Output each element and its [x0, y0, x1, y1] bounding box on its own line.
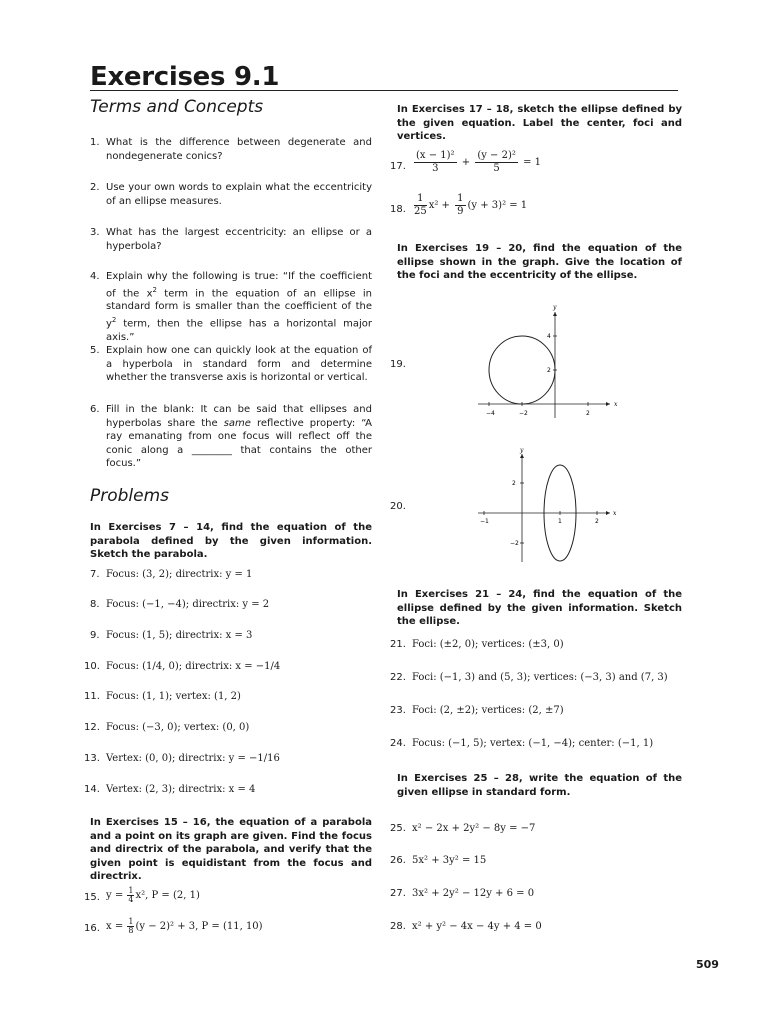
tick-label-x: 2 [595, 518, 599, 525]
instructions-15-16: In Exercises 15 – 16, the equation of a parabola and a point on its graph are given. Find the focus and directrix of the parabola, and verify that the given point is equidistant from the focus and directrix. [90, 817, 372, 882]
page: Exercises 9.1 Terms and Concepts 1. What is the difference between degenerate and nondegenerate conics? 2. Use your own words to explain what the eccentricity of an ellipse measures. 3. What has the largest eccentricity: an ellipse or a hyperbola? 4. Explain why the following is true: “If the coefficient of the $x^2$ term in the equation of an ellipse in standard form is smaller than the coefficient of the $y^2$ term, then the ellipse has a horizontal major axis.” 5. Explain how one can quickly look at the equation of a hyperbola in standard form and determine whether the transverse axis is horizontal or vertical. 6. Fill in the blank: It can be said that ellipses and hyperbolas share the same reflective property: “A ray emanating from one focus will reflect off the conic along a ________ that contains the other focus.” Problems In Exercises 7 – 14, find the equation of the parabola defined by the given information. Sketch the parabola. 7. Focus: (3, 2); directrix: y = 1 8. Focus: (−1, −4); directrix: y = 2 9. Focus: (1, 5); directrix: x = 3 10. Focus: (1/4, 0); directrix: x = −1/4 11. Focus: (1, 1); vertex: (1, 2) 12. Focus: (−3, 0); vertex: (0, 0) 13. Vertex: (0, 0); directrix: y = −1/16 14. Vertex: (2, 3); directrix: x = 4 In Exercises 15 – 16, the equation of a parabola and a point on its graph are given. Find the focus and directrix of the parabola, and verify that the given point is equidistant from the focus and directrix. 15. y = $\frac{1}{4}$ x², P = (2, 1) 16. x = $\frac{1}{8}$ (y − 2)² + 3, P = (11, 10) In Exercises 17 – 18, sketch the ellipse defined by the given equation. Label the center, foci and vertices. 17. $\frac{\text{(x − 1)²}}{3}$ + $\frac{\text{(y − 2)²}}{5}$ = 1 18. $\frac{1}{25}$ x² + $\frac{1}{9}$ (y + 3)² = 1 In Exercises 19 – 20, find the equation of the ellipse shown in the graph. Give the location of the foci and the eccentricity of the ellipse. 19. x y −4 −2 2 2 4 20. x y −1 1 2 2 −2 In Exercises 21 – 24, find the equation of the ellipse defined by the given information. Sketch the ellipse. 21. Foci: (±2, 0); vertices: (±3, 0) 22. Foci: (−1, 3) and (5, 3); vertices: (−3, 3) and (7, 3) 23. Foci: (2, ±2); vertices: (2, ±7) 24. Focus: (−1, 5); vertex: (−1, −4); center: (−1, 1) In Exercises 25 – 28, write the equation of the given ellipse in standard form. 25. x² − 2x + 2y² − 8y = −7 26. 5x² + 3y² = 15 27. 3x² + 2y² − 12y + 6 = 0 28. x² + y² − 4x − 4y + 4 = 0 509 [84, 62, 719, 971]
section-heading-terms: Terms and Concepts [90, 97, 264, 117]
graph-20 [470, 446, 620, 566]
exercise-15: 15. y = $\frac{1}{4}$ x², P = (2, 1) [84, 886, 200, 904]
title-rule [90, 90, 678, 91]
tick-label-y: 4 [547, 333, 551, 340]
x-axis-label: x [613, 510, 617, 517]
x-axis-arrow [606, 402, 610, 406]
instructions-7-14: In Exercises 7 – 14, find the equation of the parabola defined by the given information. Sketch the parabola. [90, 522, 372, 560]
tick-label-y: 2 [512, 480, 516, 487]
y-axis-arrow [520, 454, 524, 458]
y-axis-label: y [520, 447, 524, 454]
tick-label-x: −1 [480, 518, 489, 525]
instructions-25-28: In Exercises 25 – 28, write the equation of the given ellipse in standard form. [397, 773, 682, 798]
tick-label-y: 2 [547, 367, 551, 374]
exercise-16: 16. x = $\frac{1}{8}$ (y − 2)² + 3, P = (11, 10) [84, 917, 263, 935]
ellipse-19 [489, 336, 555, 404]
y-axis-arrow [553, 312, 557, 316]
page-title: Exercises 9.1 [90, 62, 280, 92]
exercise-17: 17. $\frac{\text{(x − 1)²}}{3}$ + $\frac{\text{(y − 2)²}}{5}$ = 1 [390, 150, 541, 174]
tick-label-y: −2 [510, 540, 519, 547]
x-axis-label: x [614, 401, 618, 408]
instructions-19-20: In Exercises 19 – 20, find the equation of the ellipse shown in the graph. Give the location of the foci and the eccentricity of the ellipse. [397, 243, 682, 281]
section-heading-problems: Problems [90, 486, 170, 506]
tick-label-x: −4 [486, 410, 495, 417]
instructions-21-24: In Exercises 21 – 24, find the equation of the ellipse defined by the given information. Sketch the ellipse. [397, 589, 682, 627]
page-number: 509 [696, 958, 719, 971]
tick-label-x: 2 [586, 410, 590, 417]
y-axis-label: y [553, 304, 557, 311]
exercise-18: 18. $\frac{1}{25}$ x² + $\frac{1}{9}$ (y + 3)² = 1 [390, 193, 528, 217]
x-axis-arrow [606, 511, 610, 515]
graph-19 [470, 300, 620, 425]
tick-label-x: 1 [558, 518, 562, 525]
instructions-17-18: In Exercises 17 – 18, sketch the ellipse defined by the given equation. Label the center, foci and vertices. [397, 104, 682, 142]
tick-label-x: −2 [519, 410, 528, 417]
